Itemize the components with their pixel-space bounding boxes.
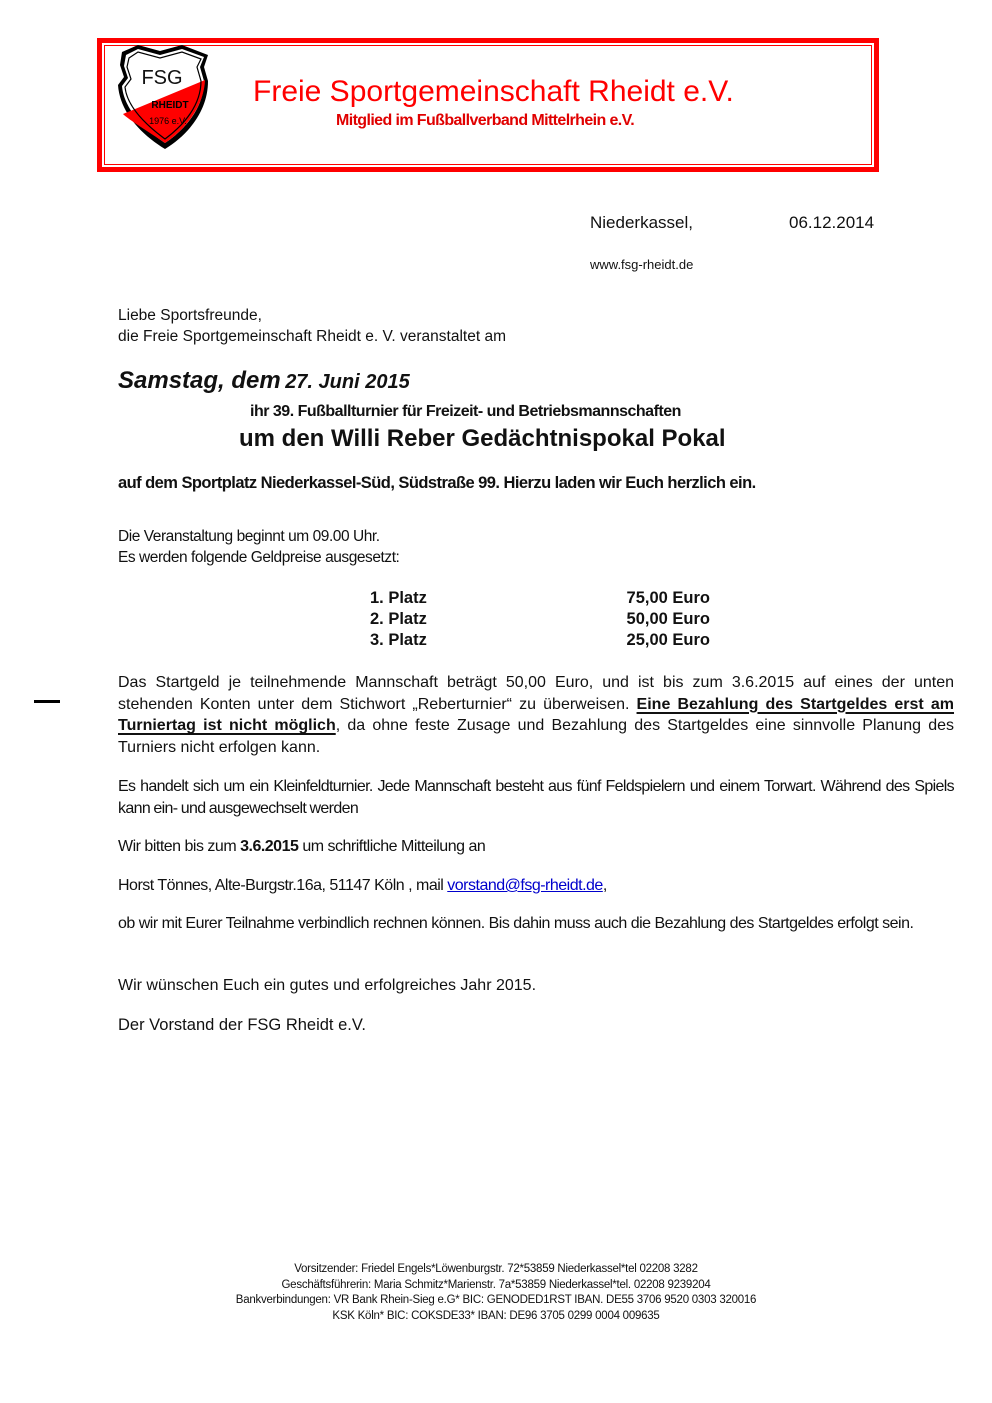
- crest-text-rheidt: RHEIDT: [151, 100, 189, 111]
- footer-chairman: Vorsitzender: Friedel Engels*Löwenburgstr. 72*53859 Niederkassel*tel 02208 3282: [294, 1263, 698, 1275]
- event-date: 27. Juni 2015: [285, 371, 410, 393]
- letter-date: 06.12.2014: [789, 213, 875, 232]
- organization-subtitle: Mitglied im Fußballverband Mittelrhein e.V.: [336, 112, 635, 129]
- prize-amount: 50,00 Euro: [626, 610, 710, 628]
- prize-row: [370, 630, 710, 651]
- start-time: Die Veranstaltung beginnt um 09.00 Uhr.: [118, 528, 380, 545]
- crest-text-year: 1976 e.V.: [149, 116, 187, 126]
- footer-manager: Geschäftsführerin: Maria Schmitz*Marienstr. 7a*53859 Niederkassel*tel. 02208 9239204: [281, 1278, 711, 1291]
- fee-paragraph: [118, 672, 954, 758]
- website-text: www.fsg-rheidt.de: [590, 257, 694, 272]
- footer-bank-2: KSK Köln* BIC: COKSDE33* IBAN: DE96 3705 0299 0004 009635: [332, 1309, 660, 1322]
- fee-rest: , da ohne feste Zusage und Bezahlung des Startgeldes eine sinnvolle Planung des Turniers nicht erfolgen kann.: [118, 717, 954, 756]
- request-paragraph: [118, 836, 954, 858]
- prize-row: [370, 588, 710, 609]
- fee-text: Das Startgeld je teilnehmende Mannschaft beträgt 50,00 Euro, und ist bis zum 3.6.2015 auf eines der unten stehenden Konten unter dem Stichwort „Reberturnier“ zu überweisen.: [118, 674, 954, 713]
- footer: [0, 1262, 992, 1324]
- prize-place: 2. Platz: [370, 610, 427, 628]
- prize-amount: 25,00 Euro: [626, 631, 710, 649]
- letter-place: Niederkassel,: [590, 213, 693, 232]
- contact-text: Horst Tönnes, Alte-Burgstr.16a, 51147 Köln , mail: [118, 877, 448, 894]
- fee-warning: Eine Bezahlung des Startgeldes erst am Turniertag ist nicht möglich: [118, 695, 955, 734]
- prize-place: 3. Platz: [370, 631, 427, 649]
- request-suffix: um schriftliche Mitteilung an: [298, 838, 486, 855]
- tournament-title: ihr 39. Fußballturnier für Freizeit- und Betriebsmannschaften: [250, 403, 681, 420]
- contact-email-link[interactable]: vorstand@fsg-rheidt.de: [447, 877, 603, 894]
- footer-bank-1: Bankverbindungen: VR Bank Rhein-Sieg e.G* BIC: GENODED1RST IBAN. DE55 3706 9520 0303 320016: [235, 1294, 757, 1306]
- prize-place: 1. Platz: [370, 589, 427, 607]
- trophy-title: um den Willi Reber Gedächtnispokal Pokal: [239, 425, 726, 452]
- club-crest-logo: [110, 42, 220, 152]
- signature-line: Der Vorstand der FSG Rheidt e.V.: [118, 1016, 366, 1034]
- prize-table: [370, 588, 710, 651]
- prizes-intro: Es werden folgende Geldpreise ausgesetzt:: [118, 549, 400, 566]
- contact-end: ,: [602, 877, 607, 894]
- contact-paragraph: [118, 875, 954, 897]
- event-date-heading: [118, 366, 410, 399]
- venue-line: auf dem Sportplatz Niederkassel-Süd, Südstraße 99. Hierzu laden wir Euch herzlich ein.: [118, 474, 756, 492]
- confirm-paragraph: ob wir mit Eurer Teilnahme verbindlich rechnen können. Bis dahin muss auch die Bezahlung des Startgeldes erfolgt sein.: [118, 915, 914, 932]
- fold-mark: [34, 700, 60, 703]
- organization-name: Freie Sportgemeinschaft Rheidt e.V.: [253, 75, 734, 108]
- request-date: 3.6.2015: [240, 838, 299, 855]
- prize-amount: 75,00 Euro: [626, 589, 710, 607]
- request-prefix: Wir bitten bis zum: [118, 838, 241, 855]
- event-day: Samstag, dem: [118, 367, 281, 394]
- prize-row: [370, 609, 710, 630]
- crest-text-fsg: FSG: [141, 67, 183, 89]
- rules-paragraph: Es handelt sich um ein Kleinfeldturnier. Jede Mannschaft besteht aus fünf Feldspielern und einem Torwart. Während des Spiels kann ein- und ausgewechselt werden: [118, 778, 954, 817]
- greeting: Liebe Sportsfreunde,: [118, 307, 262, 324]
- wishes-line: Wir wünschen Euch ein gutes und erfolgreiches Jahr 2015.: [118, 977, 537, 994]
- intro-line: die Freie Sportgemeinschaft Rheidt e. V. veranstaltet am: [118, 328, 506, 345]
